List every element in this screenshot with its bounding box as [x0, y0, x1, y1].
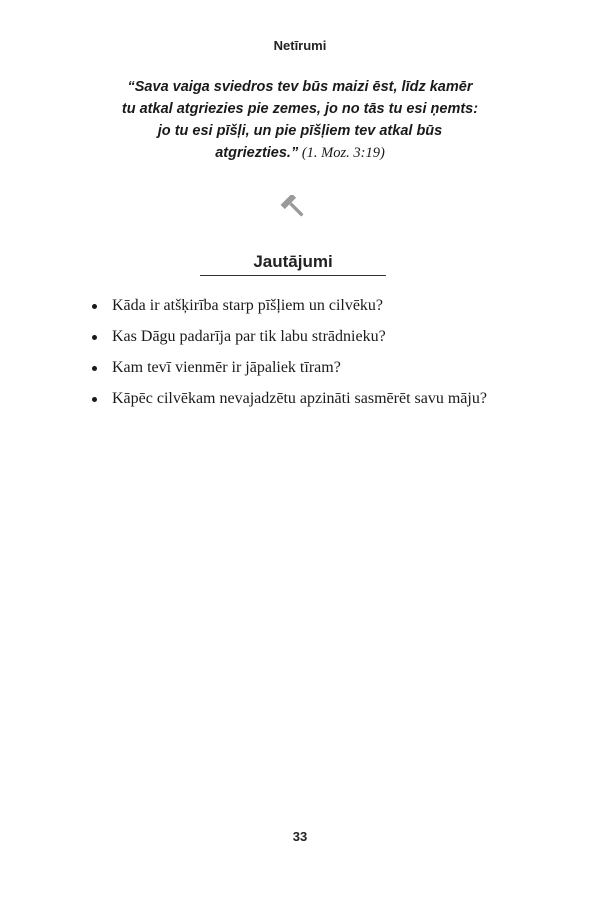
- question-text: Kas Dāgu padarīja par tik labu strādnieku?: [112, 328, 386, 345]
- quote-text: “Sava vaiga sviedros tev būs maizi ēst, līdz kamēr tu atkal atgriezies pie zemes, jo no tās tu esi ņemts: jo tu esi pīšļi, un pie pīšļiem tev atkal būs atgriezties.”: [121, 79, 479, 161]
- question-text: Kāda ir atšķirība starp pīšļiem un cilvēku?: [112, 297, 384, 314]
- quote-reference: (1. Moz. 3:19): [301, 145, 385, 161]
- bullet-icon: [92, 304, 97, 309]
- list-item: [92, 296, 532, 316]
- list-item: [92, 358, 532, 378]
- bullet-icon: [92, 366, 97, 371]
- bullet-icon: [92, 335, 97, 340]
- title-underline: [200, 275, 386, 276]
- scripture-quote: [120, 76, 480, 164]
- running-head: Netīrumi: [273, 38, 327, 53]
- question-text: Kam tevī vienmēr ir jāpaliek tīram?: [112, 359, 341, 376]
- section-title: Jautājumi: [253, 252, 333, 271]
- bullet-icon: [92, 397, 97, 402]
- page-number: 33: [292, 829, 308, 844]
- list-item: [92, 327, 532, 347]
- question-text: Kāpēc cilvēkam nevajadzētu apzināti sasmērēt savu māju?: [112, 390, 487, 407]
- hammer-icon: [280, 193, 308, 221]
- list-item: [92, 389, 532, 409]
- question-list: [92, 296, 532, 420]
